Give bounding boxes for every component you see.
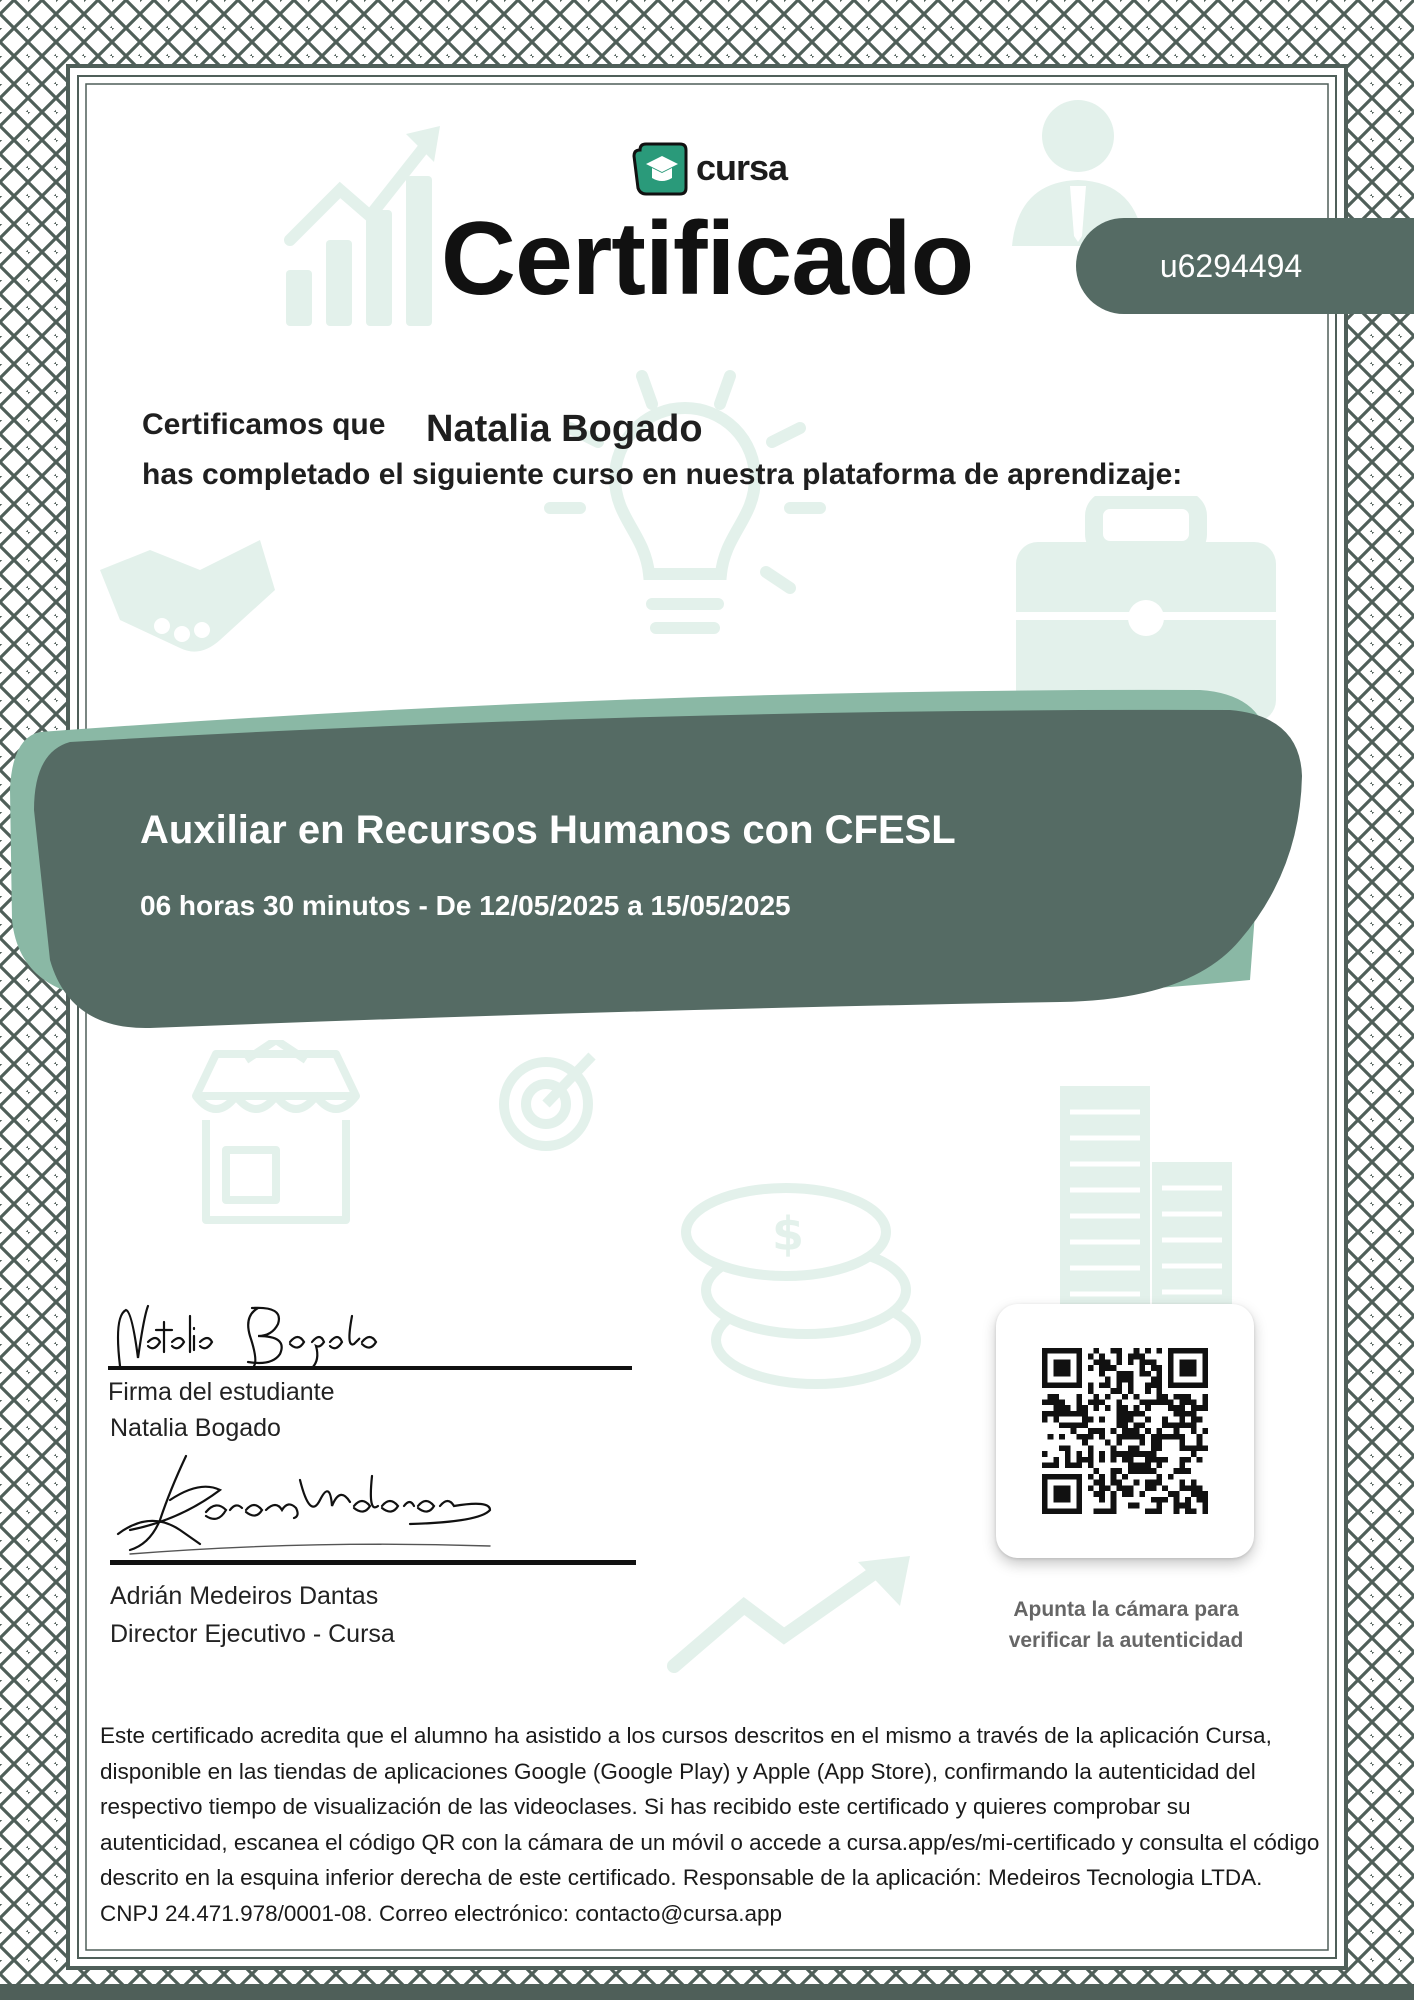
- qr-code-icon[interactable]: [1042, 1348, 1208, 1514]
- student-signature-image: [108, 1296, 388, 1376]
- cursa-logo-text: cursa: [696, 147, 788, 188]
- director-signature-image: [110, 1450, 510, 1560]
- student-signature-label: Firma del estudiante: [108, 1378, 335, 1406]
- certificate-disclaimer: Este certificado acredita que el alumno ha asistido a los cursos descritos en el mismo a través de la aplicación Cursa, disponible en las tiendas de aplicaciones Google (Google Play) y Apple (App Store), confirmando la autenticidad del respectivo tiempo de visualización de las videoclases. Si has recibido este certificado y quieres comprobar su autenticidad, escanea el código QR con la cámara de un móvil o accede a cursa.app/es/mi-certificado y consulta el código descrito en la esquina inferior derecha de este certificado. Responsable de la aplicación: Medeiros Tecnologia LTDA. CNPJ 24.471.978/0001-08. Correo electrónico: contacto@cursa.app: [100, 1723, 1320, 1926]
- course-title: Auxiliar en Recursos Humanos con CFESL: [140, 808, 956, 852]
- director-signature-line: [110, 1560, 636, 1565]
- certificate-code: u6294494: [1159, 248, 1303, 284]
- director-signature-role: Director Ejecutivo - Cursa: [110, 1620, 395, 1648]
- student-signature-name: Natalia Bogado: [110, 1414, 281, 1442]
- completed-statement: has completado el siguiente curso en nuestra plataforma de aprendizaje:: [142, 458, 1183, 491]
- qr-caption-line1: Apunta la cámara para: [1013, 1598, 1239, 1621]
- store-watermark-icon: [186, 1040, 366, 1230]
- course-duration-dates: 06 horas 30 minutos - De 12/05/2025 a 15/05/2025: [140, 890, 791, 921]
- qr-caption: [960, 1594, 1292, 1656]
- qr-code-card[interactable]: [996, 1304, 1254, 1558]
- buildings-watermark-icon: [1056, 1072, 1236, 1312]
- target-watermark-icon: [496, 1044, 606, 1154]
- student-name: Natalia Bogado: [426, 408, 703, 450]
- certificate-title: Certificado: [440, 201, 974, 317]
- director-signature-name: Adrián Medeiros Dantas: [110, 1582, 379, 1610]
- svg-text:$: $: [772, 1207, 805, 1261]
- course-banner: [0, 680, 1320, 1040]
- coins-watermark-icon: [676, 1180, 926, 1410]
- handshake-watermark-icon: [90, 530, 280, 670]
- cursa-logo-icon: [632, 140, 688, 196]
- rising-arrows-watermark-icon: [664, 1556, 924, 1676]
- certify-label: Certificamos que: [142, 408, 386, 441]
- qr-caption-line2: verificar la autenticidad: [1008, 1629, 1244, 1652]
- student-signature-line: [108, 1366, 632, 1370]
- cursa-logo: [632, 140, 787, 196]
